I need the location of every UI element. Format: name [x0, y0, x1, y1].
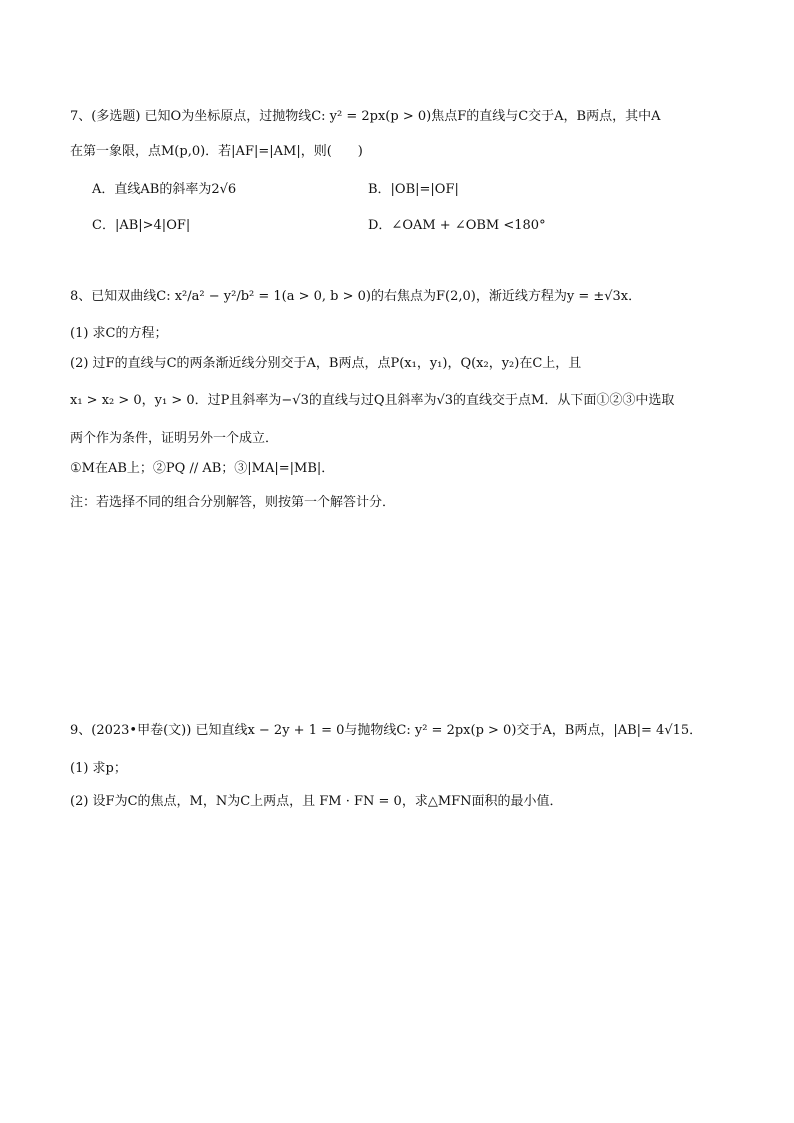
q8-part-2-line-3: 两个作为条件，证明另外一个成立． — [70, 431, 279, 446]
q8-part-1: (1) 求C的方程； — [70, 326, 168, 341]
q9-line-1: 9、(2023•甲卷(文)) 已知直线x − 2y + 1 = 0与抛物线C: y² = 2px(p > 0)交于A，B两点，|AB|= 4√15． — [70, 723, 703, 738]
q7-line-2: 在第一象限，点M(p,0)．若|AF|=|AM|，则( ) — [70, 144, 363, 159]
q7-option-c: C．|AB|>4|OF| — [92, 218, 191, 233]
q7-option-a: A．直线AB的斜率为2√6 — [92, 182, 237, 197]
q9-part-2: (2) 设F为C的焦点，M，N为C上两点，且 FM · FN = 0，求△MFN面积的最小值． — [70, 794, 563, 809]
q8-conditions: ①M在AB上；②PQ // AB；③|MA|=|MB|． — [70, 461, 335, 476]
q8-part-2-line-1: (2) 过F的直线与C的两条渐近线分别交于A，B两点，点P(x₁，y₁)，Q(x₂，y₂)在C上，且 — [70, 356, 582, 371]
q7-option-d: D．∠OAM + ∠OBM <180° — [368, 218, 546, 233]
q8-line-1: 8、已知双曲线C: x²/a² − y²/b² = 1(a > 0, b > 0)的右焦点为F(2,0)，渐近线方程为y = ±√3x． — [70, 289, 642, 304]
q8-part-2-line-2: x₁ > x₂ > 0，y₁ > 0．过P且斜率为−√3的直线与过Q且斜率为√3的直线交于点M．从下面①②③中选取 — [70, 393, 675, 408]
q7-option-b: B．|OB|=|OF| — [368, 182, 459, 197]
q8-note: 注：若选择不同的组合分别解答，则按第一个解答计分． — [70, 495, 396, 510]
q7-line-1: 7、(多选题) 已知O为坐标原点，过抛物线C: y² = 2px(p > 0)焦点F的直线与C交于A，B两点，其中A — [70, 109, 661, 124]
q9-part-1: (1) 求p； — [70, 761, 127, 776]
